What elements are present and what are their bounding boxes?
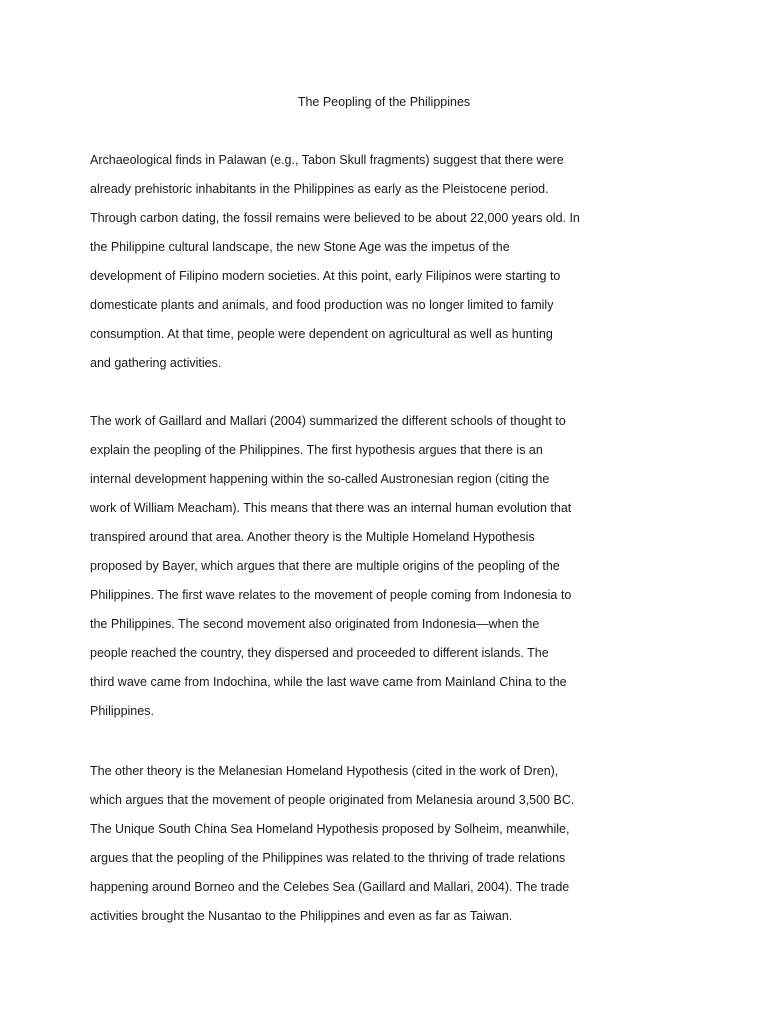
text-line: work of William Meacham). This means that there was an internal human evolution that [90, 501, 572, 515]
text-line: the Philippines. The second movement also originated from Indonesia—when the [90, 617, 540, 631]
text-line: domesticate plants and animals, and food production was no longer limited to family [90, 298, 554, 312]
text-line: the Philippine cultural landscape, the new Stone Age was the impetus of the [90, 240, 510, 254]
text-line: Through carbon dating, the fossil remains were believed to be about 22,000 years old. In [90, 211, 580, 225]
text-line: The other theory is the Melanesian Homeland Hypothesis (cited in the work of Dren), [90, 764, 559, 778]
text-line: and gathering activities. [90, 356, 222, 370]
paragraph-1 [90, 152, 590, 384]
text-line: third wave came from Indochina, while the last wave came from Mainland China to the [90, 675, 567, 689]
text-line: activities brought the Nusantao to the Philippines and even as far as Taiwan. [90, 909, 513, 923]
text-line: transpired around that area. Another theory is the Multiple Homeland Hypothesis [90, 530, 535, 544]
text-line: consumption. At that time, people were dependent on agricultural as well as hunting [90, 327, 553, 341]
text-line: proposed by Bayer, which argues that there are multiple origins of the peopling of the [90, 559, 560, 573]
text-line: already prehistoric inhabitants in the Philippines as early as the Pleistocene period. [90, 182, 549, 196]
document-title: The Peopling of the Philippines [297, 95, 471, 109]
text-line: The work of Gaillard and Mallari (2004) summarized the different schools of thought to [90, 414, 566, 428]
text-line: development of Filipino modern societies. At this point, early Filipinos were starting to [90, 269, 561, 283]
text-line: The Unique South China Sea Homeland Hypothesis proposed by Solheim, meanwhile, [90, 822, 570, 836]
text-line: Philippines. [90, 704, 154, 718]
text-line: Archaeological finds in Palawan (e.g., Tabon Skull fragments) suggest that there were [90, 153, 564, 167]
text-line: Philippines. The first wave relates to the movement of people coming from Indonesia to [90, 588, 572, 602]
text-line: explain the peopling of the Philippines. The first hypothesis argues that there is an [90, 443, 543, 457]
text-line: happening around Borneo and the Celebes Sea (Gaillard and Mallari, 2004). The trade [90, 880, 570, 894]
text-line: people reached the country, they dispersed and proceeded to different islands. The [90, 646, 549, 660]
text-line: internal development happening within the so-called Austronesian region (citing the [90, 472, 550, 486]
paragraph-3 [90, 763, 590, 937]
text-line: argues that the peopling of the Philippines was related to the thriving of trade relations [90, 851, 566, 865]
paragraph-2 [90, 413, 590, 732]
text-line: which argues that the movement of people originated from Melanesia around 3,500 BC. [90, 793, 575, 807]
